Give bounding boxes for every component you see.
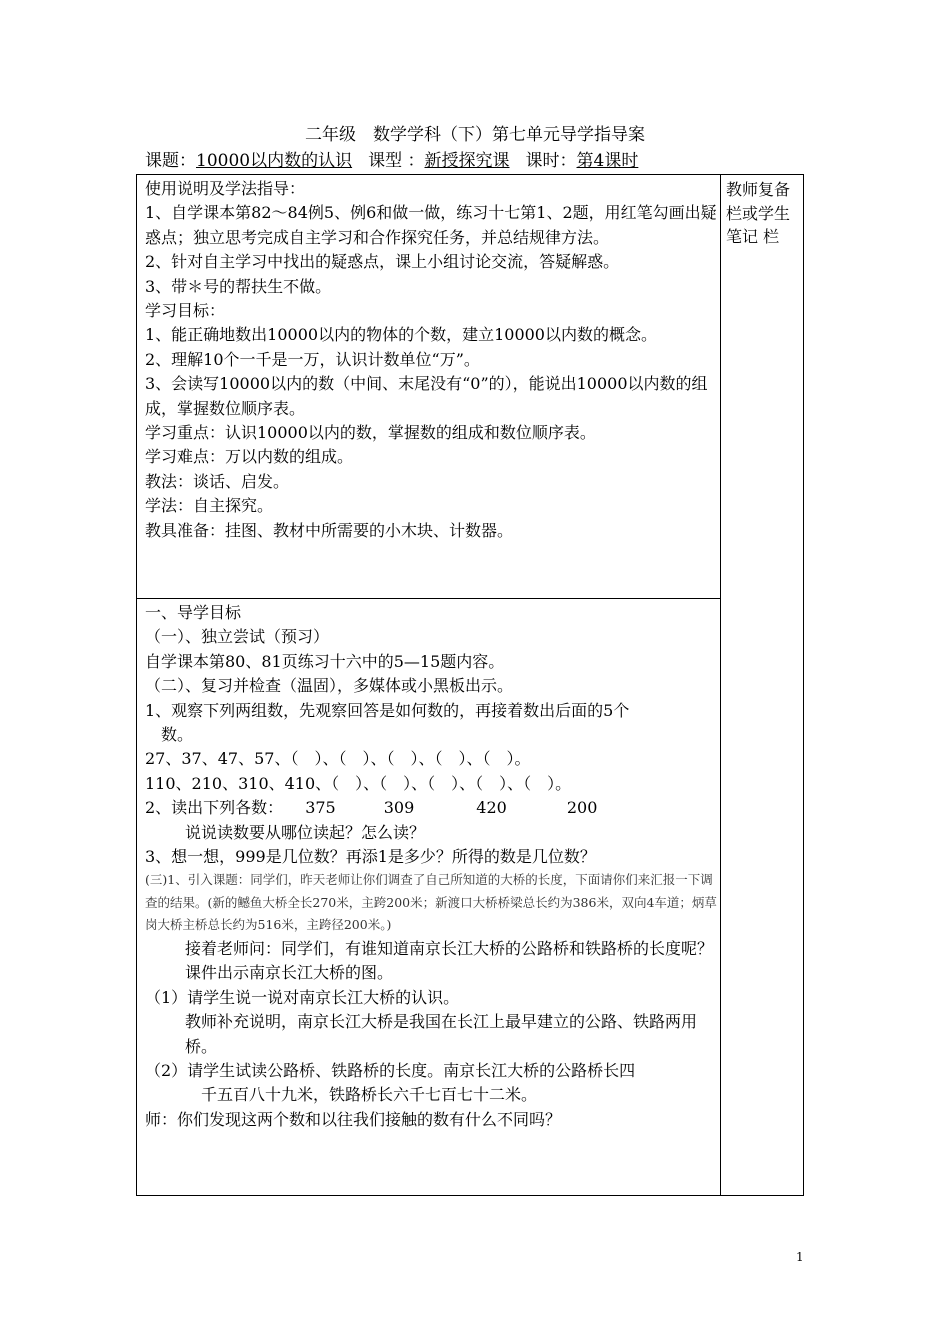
goal-item: 3、会读写10000以内的数（中间、末尾没有“0”的），能说出10000以内数的组成，掌握数位顺序表。 bbox=[145, 374, 708, 418]
lesson-type: 新授探究课 bbox=[424, 151, 510, 171]
lesson-period-label: 课时： bbox=[525, 151, 577, 171]
goals-heading: 学习目标： bbox=[145, 301, 226, 321]
teacher-question-2: 师：你们发现这两个数和以往我们接触的数有什么不同吗？ bbox=[145, 1109, 562, 1129]
row-divider bbox=[137, 598, 720, 599]
question-2-followup: 说说读数要从哪位读起？怎么读？ bbox=[185, 822, 426, 842]
courseware-note: 课件出示南京长江大桥的图。 bbox=[185, 963, 394, 983]
topic-label: 课题： bbox=[145, 151, 196, 171]
teacher-question: 接着老师问：同学们，有谁知道南京长江大桥的公路桥和铁路桥的长度呢？ bbox=[185, 938, 714, 958]
usage-item: 2、针对自主学习中找出的疑惑点，课上小组讨论交流，答疑解惑。 bbox=[145, 252, 620, 272]
difficulty: 学习难点：万以内数的组成。 bbox=[145, 447, 354, 467]
lesson-topic: 10000以内数的认识 bbox=[196, 151, 353, 171]
question-3: 3、想一想，999是几位数？再添1是多少？所得的数是几位数？ bbox=[145, 847, 596, 867]
teaching-method: 教法：谈话、启发。 bbox=[145, 471, 290, 491]
lesson-table bbox=[136, 174, 804, 1196]
question-2-label: 2、读出下列各数： bbox=[145, 798, 284, 818]
section-heading: 一、导学目标 bbox=[145, 603, 242, 622]
part2-title: （二）、复习并检查（温固），多媒体或小黑板出示。 bbox=[145, 676, 514, 696]
notes-column-label: 教师复备栏或学生笔记 栏 bbox=[726, 180, 791, 246]
learning-method: 学法：自主探究。 bbox=[145, 496, 274, 516]
part1-text: 自学课本第80、81页练习十六中的5—15题内容。 bbox=[145, 651, 505, 671]
column-divider bbox=[720, 175, 721, 1195]
number-to-read: 200 bbox=[566, 798, 598, 818]
goal-item: 2、理解10个一千是一万，认识计数单位“万”。 bbox=[145, 349, 480, 369]
guided-learning-section bbox=[145, 601, 717, 1132]
sequence-1: 27、37、47、57、（ ）、（ ）、（ ）、（ ）、（ ）。 bbox=[145, 749, 531, 769]
teaching-tools: 教具准备：挂图、教材中所需要的小木块、计数器。 bbox=[145, 520, 514, 540]
part1-title: （一）、独立尝试（预习） bbox=[145, 627, 330, 647]
sequence-2: 110、210、310、410、（ ）、（ ）、（ ）、（ ）、（ ）。 bbox=[145, 773, 572, 793]
page-number: 1 bbox=[796, 1250, 804, 1264]
number-to-read: 375 bbox=[305, 798, 336, 818]
usage-and-goals-section bbox=[145, 177, 717, 543]
usage-item: 1、自学课本第82～84例5、例6和做一做，练习十七第1、2题，用红笔勾画出疑惑点；独立思考完成自主学习和合作探究任务，并总结规律方法。 bbox=[145, 203, 717, 247]
key-point: 学习重点：认识10000以内的数，掌握数的组成和数位顺序表。 bbox=[145, 423, 596, 443]
document-title: 二年级 数学学科（下）第七单元导学指导案 bbox=[305, 125, 645, 145]
part3-intro: (三)1、引入课题：同学们，昨天老师让你们调查了自己所知道的大桥的长度，下面请你们来汇报一下调查的结果。(新的鳡鱼大桥全长270米，主跨200米；新渡口大桥桥梁总长约为386米，双向4车道；炳草岗大桥主桥总长约为516米，主跨径200米。) bbox=[145, 872, 717, 933]
question-2 bbox=[145, 796, 717, 820]
usage-item: 3、带＊号的帮扶生不做。 bbox=[145, 276, 332, 296]
goal-item: 1、能正确地数出10000以内的物体的个数，建立10000以内数的概念。 bbox=[145, 325, 657, 345]
lesson-info-line bbox=[145, 150, 638, 172]
number-to-read: 309 bbox=[383, 798, 415, 818]
step-2-cont: 千五百八十九米，铁路桥长六千七百七十二米。 bbox=[201, 1085, 538, 1105]
step-1: （1）请学生说一说对南京长江大桥的认识。 bbox=[145, 987, 460, 1007]
number-to-read: 420 bbox=[476, 798, 507, 818]
lesson-type-label: 课型 ： bbox=[368, 151, 425, 171]
question-1: 1、观察下列两组数，先观察回答是如何数的，再接着数出后面的5个 bbox=[145, 700, 630, 720]
step-1-note: 教师补充说明，南京长江大桥是我国在长江上最早建立的公路、铁路两用桥。 bbox=[185, 1012, 698, 1056]
step-2: （2）请学生试读公路桥、铁路桥的长度。南京长江大桥的公路桥长四 bbox=[145, 1061, 636, 1080]
usage-heading: 使用说明及学法指导： bbox=[145, 179, 306, 198]
question-1-cont: 数。 bbox=[161, 725, 194, 745]
lesson-period: 第4课时 bbox=[576, 151, 639, 171]
